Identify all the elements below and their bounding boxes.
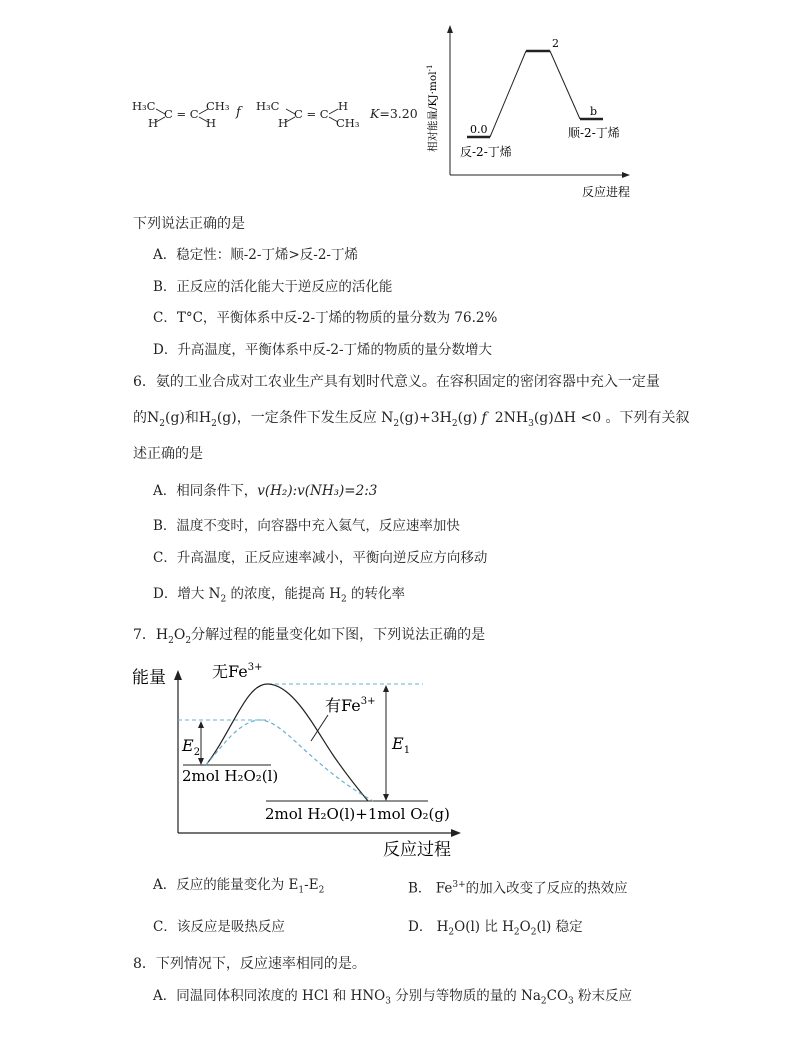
q6-option-b: B．温度不变时，向容器中充入氦气，反应速率加快 (153, 518, 460, 534)
q6-option-d: D．增大 $N_2$ 的浓度，能提高 $H_2$ 的转化率 (153, 586, 406, 605)
equilibrium-glyph: f (236, 105, 241, 120)
e1-arrow-head-up (383, 685, 389, 692)
level-ts-value: 2 (552, 37, 559, 50)
q6-option-a: A．相同条件下，v(H₂):v(NH₃)=2:3 (153, 483, 378, 499)
level-end-value: b (590, 105, 598, 118)
y-axis-label: 能量 (132, 668, 166, 688)
q8-stem: 8．下列情况下，反应速率相同的是。 (133, 956, 366, 972)
q6-line-1: 6．氨的工业合成对工农业生产具有划时代意义。在容积固定的密闭容器中充入一定量 (133, 374, 660, 390)
q5-option-d: D．升高温度，平衡体系中反-2-丁烯的物质的量分数增大 (153, 342, 493, 358)
path-up (490, 51, 526, 137)
right-mol-tl: H₃C (256, 99, 280, 113)
level-start-label: 反-2-丁烯 (460, 145, 512, 159)
y-axis-arrow (447, 25, 453, 33)
left-mol-tr: CH₃ (206, 99, 230, 113)
q8-option-a: A．同温同体积同浓度的 HCl 和 $HNO_3$ 分别与等物质的量的 $Na_2CO_3$ 粉末反应 (153, 988, 633, 1007)
e2-arrow-head-up (198, 721, 204, 728)
y-axis-label: 相对能量/KJ·mol$^{-1}$ (426, 64, 439, 152)
x-axis-label: 反应过程 (383, 840, 451, 860)
q5-option-b: B．正反应的活化能大于逆反应的活化能 (153, 279, 393, 295)
q7-option-c: C．该反应是吸热反应 (153, 919, 285, 935)
q6-line-3: 述正确的是 (133, 446, 203, 462)
level-end-label: 顺-2-丁烯 (568, 126, 620, 140)
right-mol-tr: H (338, 99, 349, 113)
right-mol-br: CH₃ (336, 116, 360, 130)
no-fe-label: 无$Fe^{3+}$ (212, 662, 263, 681)
left-mol-br: H (206, 116, 217, 130)
e1-arrow-head-down (383, 794, 389, 801)
right-mol-bl: H (278, 116, 289, 130)
product-label: 2mol H₂O(l)+1mol O₂(g) (265, 805, 450, 823)
equilibrium-constant: K=3.20 (370, 106, 418, 121)
q6-line-2: 的$N_2(g)$和$H_2(g)$，一定条件下发生反应 $N_2(g)+3H_2(g)$ f $2NH_3(g)\Delta H <0$ 。下列有关叙 (133, 410, 690, 429)
path-down (550, 51, 580, 119)
q5-option-c: C．T°C，平衡体系中反-2-丁烯的物质的量分数为 76.2% (153, 310, 498, 326)
q7-option-b: B． $Fe^{3+}$的加入改变了反应的热效应 (408, 880, 628, 897)
x-axis-arrow (622, 172, 630, 178)
with-fe-pointer (311, 715, 328, 741)
q5-stem: 下列说法正确的是 (133, 216, 245, 232)
e2-arrow-head-down (198, 758, 204, 765)
q6-option-c: C．升高温度，正反应速率减小，平衡向逆反应方向移动 (153, 550, 488, 566)
reaction-equation (132, 96, 418, 136)
energy-diagram-1 (420, 20, 650, 205)
reactant-label: 2mol H₂O₂(l) (182, 767, 279, 785)
left-mol-bl: H (148, 116, 159, 130)
q5-option-a: A．稳定性：顺-2-丁烯>反-2-丁烯 (153, 247, 358, 263)
e1-label: $E_1$ (392, 734, 411, 756)
with-fe-label: 有$Fe^{3+}$ (325, 696, 376, 715)
energy-diagram-2 (128, 655, 468, 865)
q7-option-a: A．反应的能量变化为 $E_1-E_2$ (153, 877, 325, 896)
q7-option-d: D． $H_2O(l)$ 比 $H_2O_2(l)$ 稳定 (408, 919, 583, 938)
right-mol-center: C = C (294, 107, 329, 121)
left-mol-center: C = C (164, 107, 199, 121)
level-start-value: 0.0 (470, 123, 488, 136)
x-axis-arrow (451, 829, 461, 837)
left-mol-tl: H₃C (132, 99, 156, 113)
y-axis-arrow (174, 670, 182, 680)
x-axis-label: 反应进程 (582, 185, 631, 199)
q7-stem: 7．$H_2O_2$分解过程的能量变化如下图，下列说法正确的是 (133, 627, 486, 646)
e2-label: $E_2$ (182, 736, 201, 758)
curve-with-fe (206, 720, 373, 801)
